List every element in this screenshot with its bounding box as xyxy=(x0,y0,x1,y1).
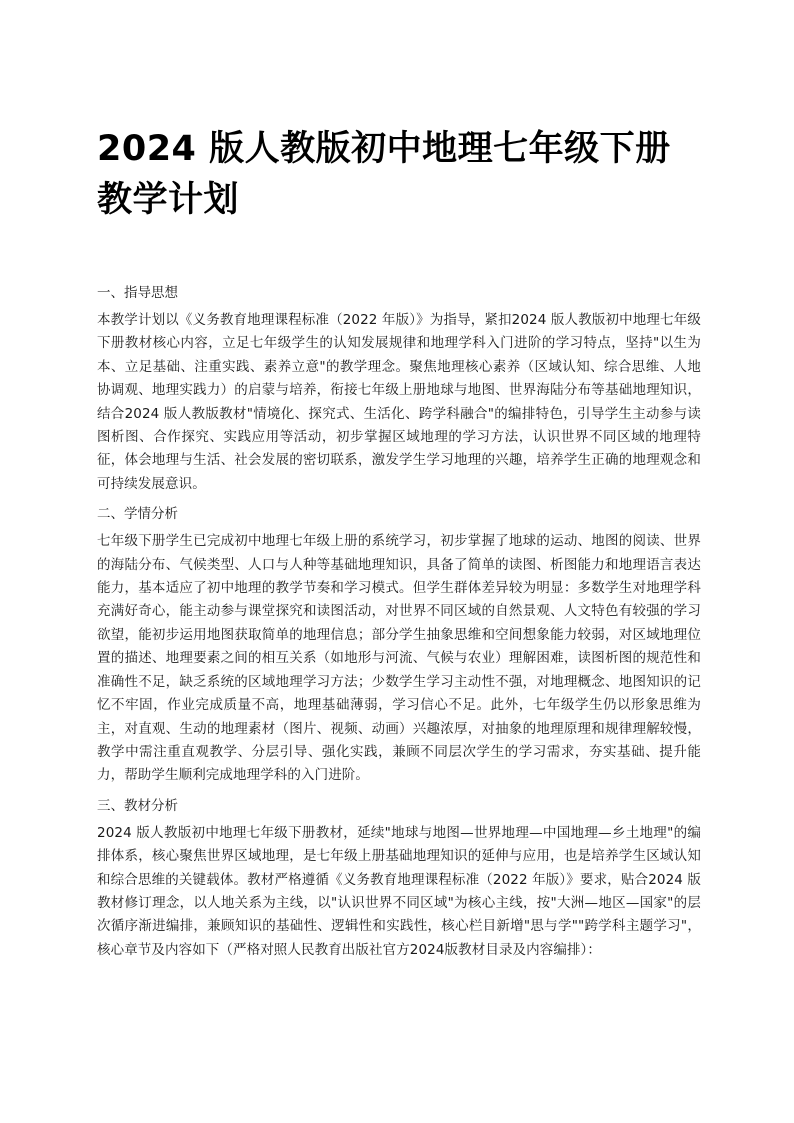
section-heading-guiding-ideology: 一、指导思想 xyxy=(97,285,178,301)
section-text-student-analysis: 七年级下册学生已完成初中地理七年级上册的系统学习，初步掌握了地球的运动、地图的阅读、世界的海陆分布、气候类型、人口与人种等基础地理知识，具备了简单的读图、析图能力和地理语言表达能力，基本适应了初中地理的教学节奏和学习模式。但学生群体差异较为明显：多数学生对地理学科充满好奇心，能主动参与课堂探究和读图活动，对世界不同区域的自然景观、人文特色有较强的学习欲望，能初步运用地图获取简单的地理信息；部分学生抽象思维和空间想象能力较弱，对区域地理位置的描述、地理要素之间的相互关系（如地形与河流、气候与农业）理解困难，读图析图的规范性和准确性不足，缺乏系统的区域地理学习方法；少数学生学习主动性不强，对地理概念、地图知识的记忆不牢固，作业完成质量不高，地理基础薄弱，学习信心不足。此外，七年级学生仍以形象思维为主，对直观、生动的地理素材（图片、视频、动画）兴趣浓厚，对抽象的地理原理和规律理解较慢，教学中需注重直观教学、分层引导、强化实践，兼顾不同层次学生的学习需求，夯实基础、提升能力，帮助学生顺利完成地理学科的入门进阶。 xyxy=(97,533,701,784)
document-page xyxy=(97,0,701,968)
section-text-textbook-analysis: 2024 版人教版初中地理七年级下册教材，延续"地球与地图—世界地理—中国地理—乡土地理"的编排体系，核心聚焦世界区域地理，是七年级上册基础地理知识的延伸与应用，也是培养学生区域认知和综合思维的关键载体。教材严格遵循《义务教育地理课程标准（2022 年版）》要求，贴合2024 版教材修订理念，以人地关系为主线，以"认识世界不同区域"为核心主线，按"大洲—地区—国家"的层次循序渐进编排，兼顾知识的基础性、逻辑性和实践性，核心栏目新增"思与学""跨学科主题学习"，核心章节及内容如下（严格对照人民教育出版社官方2024版教材目录及内容编排）： xyxy=(97,824,701,958)
section-heading-textbook-analysis: 三、教材分析 xyxy=(97,797,178,814)
document-title: 2024 版人教版初中地理七年级下册教学计划 xyxy=(97,129,671,220)
section-text-guiding-ideology: 本教学计划以《义务教育地理课程标准（2022 年版）》为指导，紧扣2024 版人教版初中地理七年级下册教材核心内容，立足七年级学生的认知发展规律和地理学科入门进阶的学习特点，坚持"以生为本、立足基础、注重实践、素养立意"的教学理念。聚焦地理核心素养（区域认知、综合思维、人地协调观、地理实践力）的启蒙与培养，衔接七年级上册地球与地图、世界海陆分布等基础地理知识，结合2024 版人教版教材"情境化、探究式、生活化、跨学科融合"的编排特色，引导学生主动参与读图析图、合作探究、实践应用等活动，初步掌握区域地理的学习方法，认识世界不同区域的地理特征，体会地理与生活、社会发展的密切联系，激发学生学习地理的兴趣，培养学生正确的地理观念和可持续发展意识。 xyxy=(97,312,701,492)
section-heading-student-analysis: 二、学情分析 xyxy=(97,506,178,523)
